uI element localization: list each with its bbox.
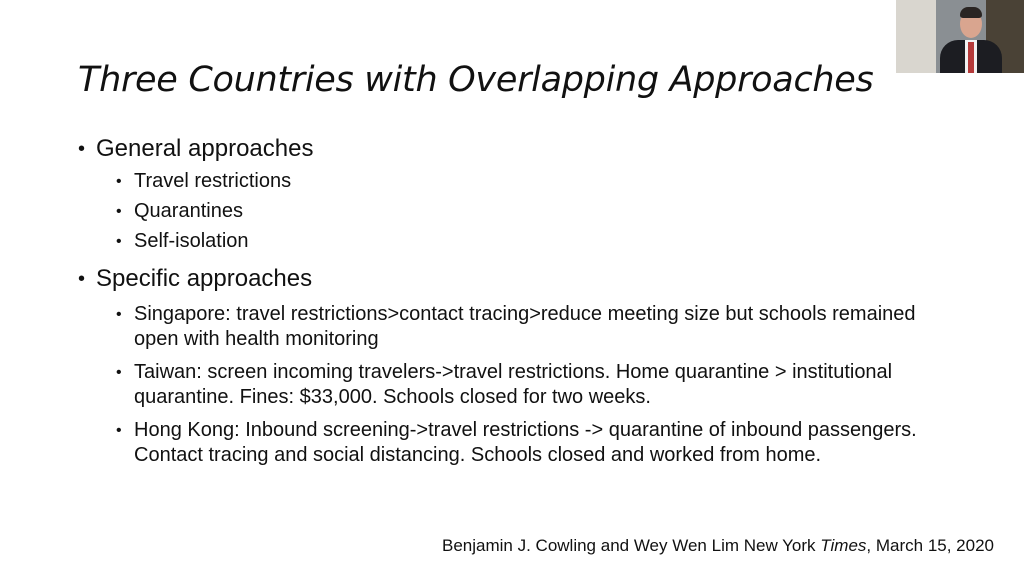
- speaker-hair: [960, 7, 982, 18]
- bullet-singapore: • Singapore: travel restrictions>contact tracing>reduce meeting size but schools remained open with health monitoring: [78, 302, 958, 352]
- bullet-hong-kong: • Hong Kong: Inbound screening->travel restrictions -> quarantine of inbound passengers. Contact tracing and social distancing. Schools closed and worked from home.: [78, 418, 958, 468]
- bullet-specific-approaches: • Specific approaches: [78, 264, 958, 294]
- webcam-background-left: [896, 0, 936, 73]
- bullet-general-approaches: • General approaches: [78, 134, 958, 164]
- citation-authors: Benjamin J. Cowling and Wey Wen Lim New York: [442, 536, 821, 555]
- general-approaches-sublist: [78, 169, 958, 254]
- slide-title: Three Countries with Overlapping Approaches: [78, 60, 874, 100]
- citation-date: , March 15, 2020: [866, 536, 994, 555]
- speaker-tie: [968, 42, 974, 73]
- bullet-travel-restrictions: • Travel restrictions: [78, 169, 958, 194]
- citation-publication: Times: [820, 536, 867, 555]
- specific-approaches-sublist: [78, 302, 958, 468]
- slide-citation: [442, 536, 994, 556]
- bullet-self-isolation: • Self-isolation: [78, 229, 958, 254]
- bullet-quarantines: • Quarantines: [78, 199, 958, 224]
- webcam-thumbnail[interactable]: [896, 0, 1024, 73]
- bullet-taiwan: • Taiwan: screen incoming travelers->travel restrictions. Home quarantine > institutional quarantine. Fines: $33,000. Schools closed for two weeks.: [78, 360, 958, 410]
- bullet-list: [78, 130, 958, 468]
